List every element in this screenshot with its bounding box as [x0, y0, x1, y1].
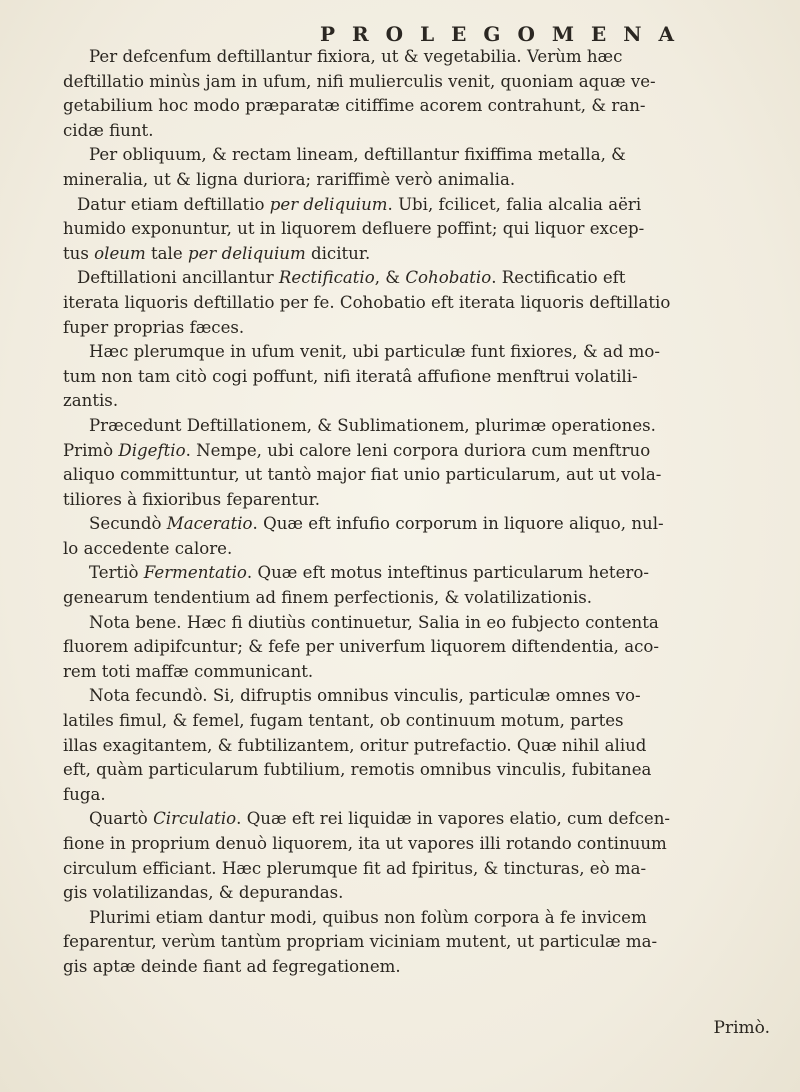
text-line: tum non tam citò cogi poffunt, nifi iteratâ affufione menftrui volatili- — [63, 366, 638, 386]
text-line: gis aptæ deinde fiant ad fegregationem. — [63, 956, 401, 976]
text-span: Secundò — [89, 514, 167, 534]
term-rectificatio: Rectificatio — [278, 268, 375, 288]
text-span: . Quæ eft rei liquidæ in vapores elatio, cum defcen- — [236, 809, 671, 829]
text-line — [63, 807, 769, 832]
term-oleum: oleum — [94, 243, 146, 263]
term-cohobatio: Cohobatio — [405, 268, 492, 288]
text-line: Plurimi etiam dantur modi, quibus non folùm corpora à fe invicem — [89, 907, 647, 927]
text-line — [63, 242, 769, 267]
text-line: genearum tendentium ad finem perfectionis, & volatilizationis. — [63, 588, 593, 608]
term-fermentatio: Fermentatio — [143, 563, 247, 583]
text-line: aliquo committuntur, ut tantò major fiat unio particularum, aut ut vola- — [63, 465, 662, 485]
text-line — [63, 439, 769, 464]
text-line: fuga. — [63, 784, 106, 804]
text-line: Nota fecundò. Si, difruptis omnibus vinculis, particulæ omnes vo- — [89, 686, 641, 706]
text-line: deftillatio minùs jam in ufum, nifi mulierculis venit, quoniam aquæ ve- — [63, 71, 656, 91]
text-line: Per obliquum, & rectam lineam, deftillantur fixiffima metalla, & — [89, 145, 626, 165]
text-line: tiliores à fixioribus feparentur. — [63, 489, 321, 509]
text-line: lo accedente calore. — [63, 538, 233, 558]
text-line: rem toti maffæ communicant. — [63, 661, 314, 681]
term-digestio: Digeftio — [118, 440, 186, 460]
text-line: eft, quàm particularum fubtilium, remotis omnibus vinculis, fubitanea — [63, 760, 652, 780]
term-circulatio: Circulatio — [153, 809, 237, 829]
text-line: illas exagitantem, & fubtilizantem, oritur putrefactio. Quæ nihil aliud — [63, 735, 647, 755]
text-span: Deftillationi ancillantur — [77, 268, 279, 288]
text-line: cidæ fiunt. — [63, 120, 154, 140]
text-line: zantis. — [63, 391, 119, 411]
text-line: iterata liquoris deftillatio per fe. Cohobatio eft iterata liquoris deftillatio — [63, 292, 671, 312]
text-span: . Rectificatio eft — [491, 268, 626, 288]
term-maceratio: Maceratio — [166, 514, 253, 534]
text-line: fuper proprias fæces. — [63, 317, 245, 337]
running-header: PROLEGOMENA — [320, 22, 692, 46]
text-span: . Quæ eft infufio corporum in liquore aliquo, nul- — [252, 514, 664, 534]
term-per-deliquium: per deliquium — [187, 243, 306, 263]
text-span: Tertiò — [89, 563, 144, 583]
text-line: Hæc plerumque in ufum venit, ubi particulæ funt fixiores, & ad mo- — [89, 342, 660, 362]
catchword: Primò. — [713, 1018, 770, 1038]
text-span: . Nempe, ubi calore leni corpora duriora cum menftruo — [185, 440, 651, 460]
text-span: Primò — [63, 440, 119, 460]
text-line — [63, 266, 769, 291]
text-span: Quartò — [89, 809, 154, 829]
term-per-deliquium: per deliquium — [269, 194, 388, 214]
text-line — [63, 512, 769, 537]
text-line: fluorem adipifcuntur; & fefe per univerfum liquorem diftendentia, aco- — [63, 637, 660, 657]
text-line: gis volatilizandas, & depurandas. — [63, 883, 344, 903]
text-span: tale — [145, 243, 188, 263]
text-line: circulum efficiant. Hæc plerumque fit ad fpiritus, & tincturas, eò ma- — [63, 858, 647, 878]
text-span: tus — [63, 243, 95, 263]
text-line: mineralia, ut & ligna duriora; rariffimè verò animalia. — [63, 169, 516, 189]
text-line: feparentur, verùm tantùm propriam viciniam mutent, ut particulæ ma- — [63, 932, 658, 952]
text-line — [63, 561, 769, 586]
text-span: Datur etiam deftillatio — [77, 194, 270, 214]
text-span: . Quæ eft motus inteftinus particularum hetero- — [246, 563, 649, 583]
text-line: Per defcenfum deftillantur fixiora, ut & vegetabilia. Verùm hæc — [89, 47, 623, 66]
text-span: , & — [374, 268, 406, 288]
text-line: humido exponuntur, ut in liquorem defluere poffint; qui liquor excep- — [63, 219, 645, 239]
text-line: getabilium hoc modo præparatæ citiffime acorem contrahunt, & ran- — [63, 96, 646, 116]
text-line: Nota bene. Hæc fi diutiùs continuetur, Salia in eo fubjecto contenta — [89, 612, 659, 632]
text-line: latiles fimul, & femel, fugam tentant, ob continuum motum, partes — [63, 711, 624, 731]
text-span: . Ubi, fcilicet, falia alcalia aëri — [387, 194, 642, 214]
text-line: Præcedunt Deftillationem, & Sublimationem, plurimæ operationes. — [89, 415, 656, 435]
text-line: fione in proprium denuò liquorem, ita ut vapores illi rotando continuum — [63, 834, 667, 853]
page-body — [63, 45, 769, 980]
text-line — [63, 193, 769, 218]
text-span: dicitur. — [305, 243, 371, 263]
